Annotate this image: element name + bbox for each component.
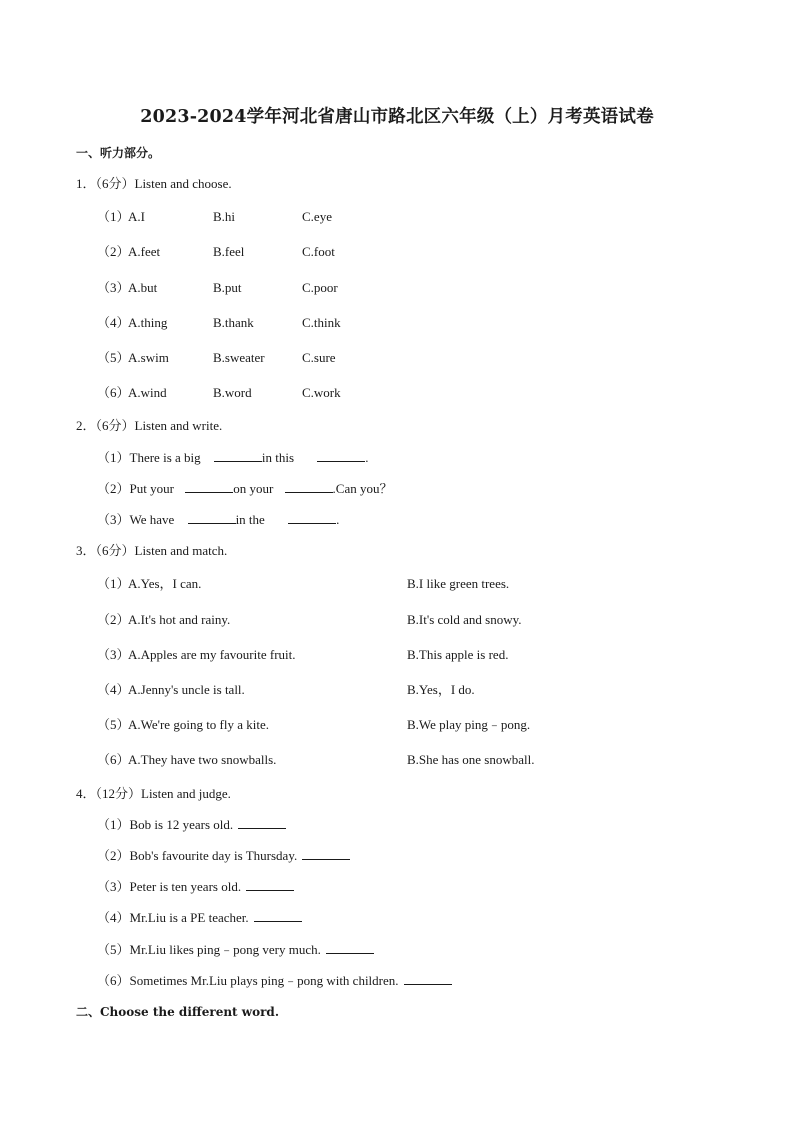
answer-blank[interactable]	[214, 450, 262, 462]
q1-option-a: A.wind	[128, 385, 167, 400]
q4-item-text: Mr.Liu likes ping﹣pong very much.	[129, 942, 321, 957]
question-2-header: 2．（6分）Listen and write.	[76, 418, 223, 433]
q3-option-a: A.It's hot and rainy.	[128, 612, 231, 627]
q2-item-text: in this	[261, 450, 295, 465]
q3-option-a: A.Jenny's uncle is tall.	[128, 682, 245, 697]
answer-blank[interactable]	[288, 512, 336, 524]
question-3-header: 3．（6分）Listen and match.	[76, 543, 228, 558]
answer-blank[interactable]	[326, 942, 374, 954]
q4-item-text: Sometimes Mr.Liu plays ping﹣pong with children.	[129, 973, 399, 988]
q2-item	[97, 512, 339, 528]
q4-item	[97, 817, 286, 833]
answer-blank[interactable]	[246, 879, 294, 891]
q1-row-num: （6）	[97, 385, 130, 400]
q1-row-num: （5）	[97, 350, 130, 365]
answer-blank[interactable]	[188, 512, 236, 524]
q1-row-num: （4）	[97, 315, 130, 330]
q1-option-a: A.I	[128, 209, 145, 224]
q2-item-text: on your	[233, 481, 274, 496]
q1-option-a: A.but	[128, 280, 158, 295]
q4-item-num: （3）	[97, 879, 130, 894]
q2-item-num: （2）	[97, 481, 130, 496]
q4-item-num: （2）	[97, 848, 130, 863]
q3-option-a: A.We're going to fly a kite.	[128, 717, 270, 732]
q1-option-b: B.sweater	[213, 350, 265, 365]
q3-item-num: （3）	[97, 647, 130, 662]
answer-blank[interactable]	[404, 973, 452, 985]
q2-item-text: We have	[129, 512, 175, 527]
q4-item-num: （1）	[97, 817, 130, 832]
q3-item-num: （6）	[97, 752, 130, 767]
q3-option-b: B.Yes，I do.	[407, 682, 475, 697]
q4-item	[97, 942, 374, 958]
q4-item	[97, 973, 452, 989]
q4-item	[97, 879, 294, 895]
q3-option-b: B.This apple is red.	[407, 647, 509, 662]
q3-option-b: B.I like green trees.	[407, 576, 510, 591]
answer-blank[interactable]	[238, 817, 286, 829]
q3-option-a: A.They have two snowballs.	[128, 752, 277, 767]
q1-option-c: C.think	[302, 315, 341, 330]
section-listening-heading: 一、听力部分。	[76, 146, 161, 160]
q4-item-num: （5）	[97, 942, 130, 957]
q1-row-num: （1）	[97, 209, 130, 224]
q4-item-text: Mr.Liu is a PE teacher.	[129, 910, 249, 925]
q1-option-a: A.swim	[128, 350, 169, 365]
q1-option-b: B.thank	[213, 315, 254, 330]
answer-blank[interactable]	[317, 450, 365, 462]
q4-item	[97, 848, 350, 864]
q1-option-b: B.put	[213, 280, 242, 295]
answer-blank[interactable]	[185, 481, 233, 493]
q3-option-b: B.We play ping﹣pong.	[407, 717, 531, 732]
q1-option-b: B.word	[213, 385, 252, 400]
q1-option-b: B.feel	[213, 244, 245, 259]
q3-option-b: B.She has one snowball.	[407, 752, 535, 767]
q2-item-num: （1）	[97, 450, 130, 465]
q2-item	[97, 481, 392, 497]
q3-item-num: （5）	[97, 717, 130, 732]
q3-option-a: A.Yes，I can.	[128, 576, 202, 591]
q2-item-text: in the	[235, 512, 265, 527]
q2-item-text: Put your	[129, 481, 174, 496]
q4-item-text: Bob's favourite day is Thursday.	[129, 848, 298, 863]
q4-item-num: （6）	[97, 973, 130, 988]
q3-option-b: B.It's cold and snowy.	[407, 612, 522, 627]
q1-option-b: B.hi	[213, 209, 236, 224]
q4-item	[97, 910, 302, 926]
q1-option-a: A.thing	[128, 315, 168, 330]
q2-item	[97, 450, 369, 466]
q2-item-text: .	[336, 512, 340, 527]
q1-option-c: C.work	[302, 385, 341, 400]
q1-option-c: C.foot	[302, 244, 335, 259]
q1-option-c: C.eye	[302, 209, 332, 224]
q3-item-num: （2）	[97, 612, 130, 627]
q1-option-c: C.sure	[302, 350, 336, 365]
q2-item-text: .Can you？	[332, 481, 393, 496]
q4-item-text: Bob is 12 years old.	[129, 817, 234, 832]
q1-row-num: （3）	[97, 280, 130, 295]
question-4-header: 4．（12分）Listen and judge.	[76, 786, 231, 801]
answer-blank[interactable]	[254, 910, 302, 922]
q3-option-a: A.Apples are my favourite fruit.	[128, 647, 296, 662]
q4-item-num: （4）	[97, 910, 130, 925]
answer-blank[interactable]	[302, 848, 350, 860]
exam-title: 2023-2024学年河北省唐山市路北区六年级（上）月考英语试卷	[140, 107, 654, 127]
q1-row-num: （2）	[97, 244, 130, 259]
q3-item-num: （4）	[97, 682, 130, 697]
q4-item-text: Peter is ten years old.	[129, 879, 242, 894]
question-1-header: 1．（6分）Listen and choose.	[76, 176, 232, 191]
q1-option-a: A.feet	[128, 244, 161, 259]
q1-option-c: C.poor	[302, 280, 338, 295]
q2-item-text: .	[365, 450, 369, 465]
answer-blank[interactable]	[285, 481, 333, 493]
q2-item-text: There is a big	[129, 450, 201, 465]
q3-item-num: （1）	[97, 576, 130, 591]
q2-item-num: （3）	[97, 512, 130, 527]
section-vocabulary-heading: 二、Choose the different word.	[76, 1005, 279, 1019]
